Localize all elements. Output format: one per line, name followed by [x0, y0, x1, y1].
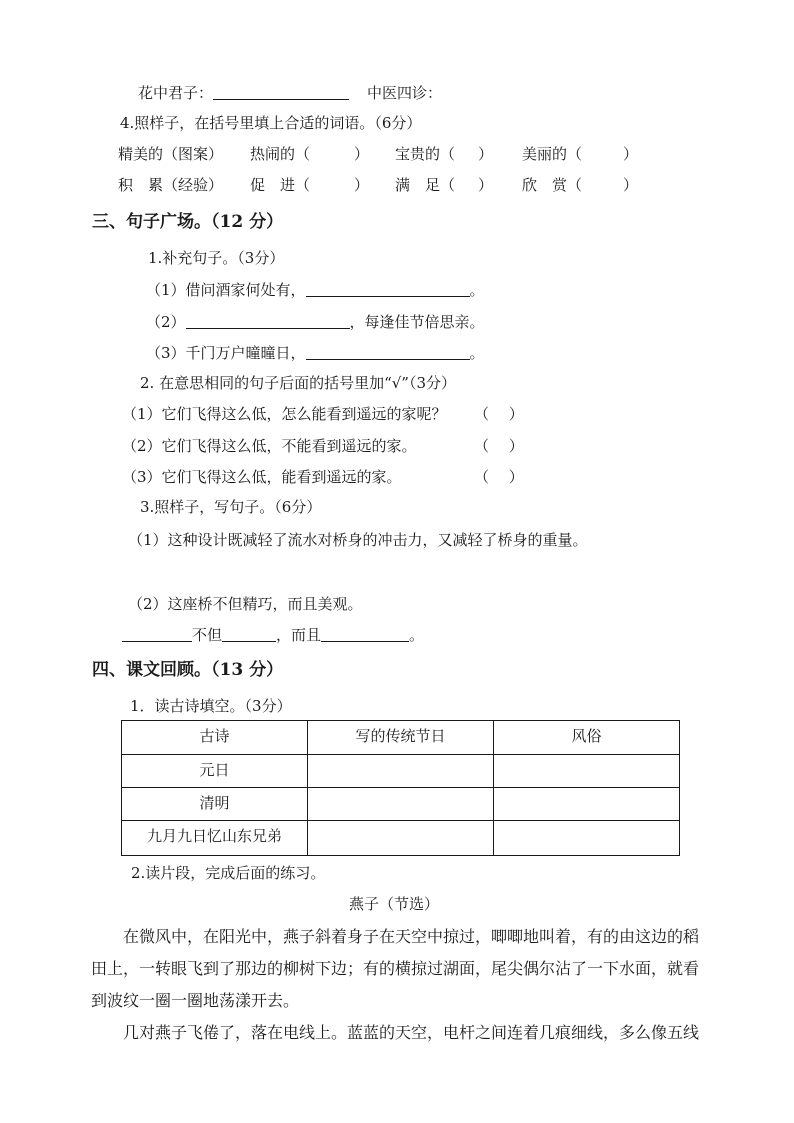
word-row-1 [118, 145, 639, 163]
label-tcm-diagnosis: 中医四诊： [367, 84, 443, 102]
task-sentence: （2）这座桥不但精巧，而且美观。 [128, 595, 363, 613]
paren-close: ） [623, 145, 639, 163]
question-title: 2. 在意思相同的句子后面的括号里加“√”（3分） [140, 374, 457, 392]
word-example: 精美的（图案） [118, 145, 224, 163]
answer-parens[interactable]: （ ） [474, 468, 524, 486]
sentence-text: （1）借问酒家何处有， [146, 281, 306, 299]
table-header: 风俗 [494, 721, 680, 755]
question-title: 1.补充句子。（3分） [148, 249, 285, 267]
poem-name: 清明 [122, 788, 308, 821]
answer-blank[interactable] [213, 84, 349, 100]
paren-close: ） [478, 145, 494, 163]
custom-cell[interactable] [494, 821, 680, 856]
choice-sentence: （3）它们飞得这么低，能看到遥远的家。 [122, 468, 402, 486]
word-example: 积 累（经验） [118, 176, 224, 194]
table-header-row [122, 721, 680, 755]
festival-cell[interactable] [308, 788, 494, 821]
answer-blank[interactable] [222, 626, 276, 642]
word-prompt: 欣 赏（ [522, 176, 583, 194]
table-row [122, 788, 680, 821]
answer-blank[interactable] [186, 313, 350, 329]
passage-line: 田上，一转眼飞到了那边的柳树下边；有的横掠过湖面，尾尖偶尔沾了一下水面，就看 [91, 959, 700, 978]
word-prompt: 满 足（ [395, 176, 456, 194]
section-heading: 四、课文回顾。（13 分） [92, 660, 284, 680]
table-header: 古诗 [122, 721, 308, 755]
word-prompt: 促 进（ [250, 176, 311, 194]
custom-cell[interactable] [494, 755, 680, 788]
question-title: 3.照样子，写句子。（6分） [140, 498, 322, 516]
answer-blank[interactable] [321, 626, 409, 642]
paren-close: ） [623, 176, 639, 194]
table-header: 写的传统节日 [308, 721, 494, 755]
festival-cell[interactable] [308, 821, 494, 856]
passage-line: 在微风中，在阳光中，燕子斜着身子在天空中掠过，唧唧地叫着，有的由这边的稻 [123, 927, 700, 946]
word-prompt: 宝贵的（ [395, 145, 456, 163]
word-prompt: 美丽的（ [522, 145, 583, 163]
question-title: 1．读古诗填空。（3分） [130, 697, 292, 715]
template-word: 不但 [192, 626, 223, 644]
word-row-2 [118, 176, 639, 194]
table-row [122, 755, 680, 788]
passage-line: 到波纹一圈一圈地荡漾开去。 [91, 991, 300, 1010]
custom-cell[interactable] [494, 788, 680, 821]
sentence-template [122, 626, 424, 644]
answer-blank[interactable] [306, 281, 470, 297]
paren-close: ） [478, 176, 494, 194]
festival-cell[interactable] [308, 755, 494, 788]
fill-sentence [146, 281, 485, 299]
sentence-text: （3）千门万户曈曈日， [146, 344, 306, 362]
poem-name: 九月九日忆山东兄弟 [122, 821, 308, 856]
question-title: 4.照样子，在括号里填上合适的词语。（6分） [120, 114, 422, 132]
example-sentence: （1）这种设计既减轻了流水对桥身的冲击力，又减轻了桥身的重量。 [128, 531, 588, 549]
sentence-text: ，每逢佳节倍思亲。 [349, 313, 485, 331]
answer-blank[interactable] [122, 626, 192, 642]
idiom-line [138, 84, 442, 102]
answer-blank[interactable] [306, 344, 470, 360]
template-word: ，而且 [276, 626, 322, 644]
question-title: 2.读片段，完成后面的练习。 [131, 864, 326, 882]
answer-parens[interactable]: （ ） [474, 437, 524, 455]
passage-line: 几对燕子飞倦了，落在电线上。蓝蓝的天空，电杆之间连着几痕细线，多么像五线 [123, 1023, 700, 1042]
sentence-end: 。 [469, 344, 485, 362]
word-prompt: 热闹的（ [250, 145, 311, 163]
label-flower-gentlemen: 花中君子： [138, 84, 214, 102]
sentence-end: 。 [469, 281, 485, 299]
choice-sentence: （1）它们飞得这么低，怎么能看到遥远的家呢？ [122, 405, 447, 423]
passage-title: 燕子（节选） [349, 895, 440, 913]
sentence-end: 。 [409, 626, 425, 644]
paren-close: ） [354, 145, 370, 163]
fill-sentence [146, 344, 485, 362]
sentence-number: （2） [146, 313, 186, 331]
choice-sentence: （2）它们飞得这么低，不能看到遥远的家。 [122, 437, 417, 455]
fill-sentence [146, 313, 485, 331]
answer-parens[interactable]: （ ） [474, 405, 524, 423]
table-row [122, 821, 680, 856]
section-heading: 三、句子广场。（12 分） [92, 212, 284, 232]
paren-close: ） [354, 176, 370, 194]
poem-table [121, 720, 680, 856]
poem-name: 元日 [122, 755, 308, 788]
